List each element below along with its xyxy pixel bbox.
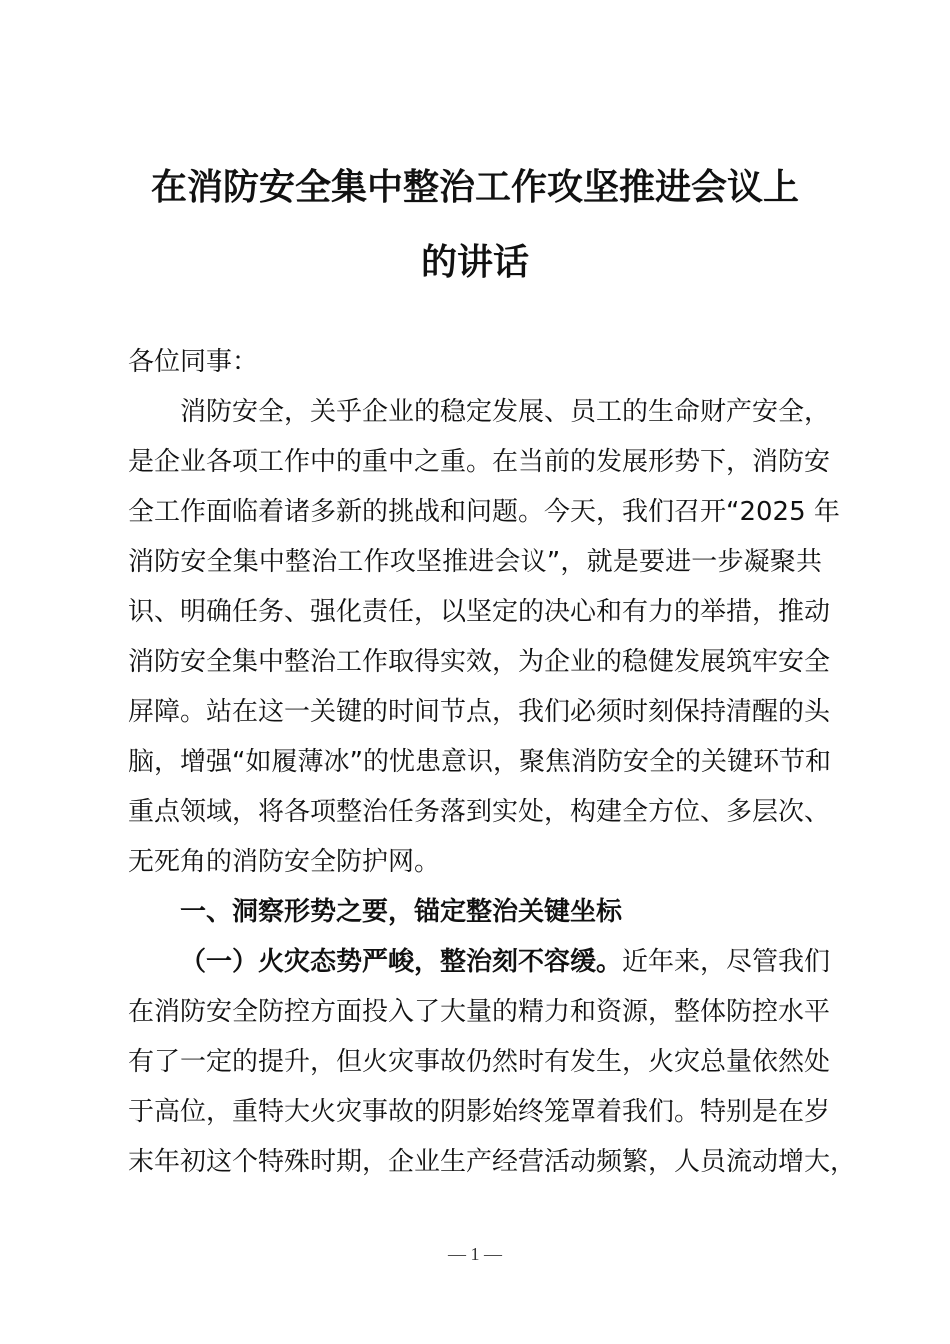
document-title-line-1: 在消防安全集中整治工作攻坚推进会议上 [150, 166, 799, 208]
paragraph-line: 是企业各项工作中的重中之重。在当前的发展形势下，消防安 [128, 447, 831, 477]
paragraph-line: 识、明确任务、强化责任，以坚定的决心和有力的举措，推动 [128, 597, 831, 627]
paragraph-line: 消防安全，关乎企业的稳定发展、员工的生命财产安全， [180, 397, 831, 427]
paragraph-line [180, 945, 831, 979]
salutation: 各位同事： [128, 347, 259, 377]
paragraph-line-text: 近年来，尽管我们 [622, 947, 831, 977]
paragraph-line: 无死角的消防安全防护网。 [128, 847, 441, 877]
page-number: — 1 — [448, 1244, 502, 1264]
section-heading: 一、洞察形势之要，锚定整治关键坐标 [180, 897, 623, 927]
paragraph-line: 消防安全集中整治工作攻坚推进会议”，就是要进一步凝聚共 [128, 547, 822, 577]
paragraph-line: 于高位，重特大火灾事故的阴影始终笼罩着我们。特别是在岁 [128, 1097, 831, 1127]
paragraph-line: 重点领域，将各项整治任务落到实处，构建全方位、多层次、 [128, 797, 831, 827]
paragraph-line: 末年初这个特殊时期，企业生产经营活动频繁，人员流动增大， [128, 1147, 857, 1177]
document-title-line-2: 的讲话 [420, 241, 529, 283]
paragraph-line: 脑，增强“如履薄冰”的忧患意识，聚焦消防安全的关键环节和 [128, 747, 831, 777]
paragraph-line: 有了一定的提升，但火灾事故仍然时有发生，火灾总量依然处 [128, 1047, 831, 1077]
paragraph-line: 在消防安全防控方面投入了大量的精力和资源，整体防控水平 [128, 997, 831, 1027]
paragraph-line: 全工作面临着诸多新的挑战和问题。今天，我们召开“2025 年 [128, 497, 840, 527]
subsection-heading: （一）火灾态势严峻，整治刻不容缓。 [180, 947, 623, 977]
paragraph-line: 消防安全集中整治工作取得实效，为企业的稳健发展筑牢安全 [128, 647, 831, 677]
paragraph-line: 屏障。站在这一关键的时间节点，我们必须时刻保持清醒的头 [128, 697, 831, 727]
